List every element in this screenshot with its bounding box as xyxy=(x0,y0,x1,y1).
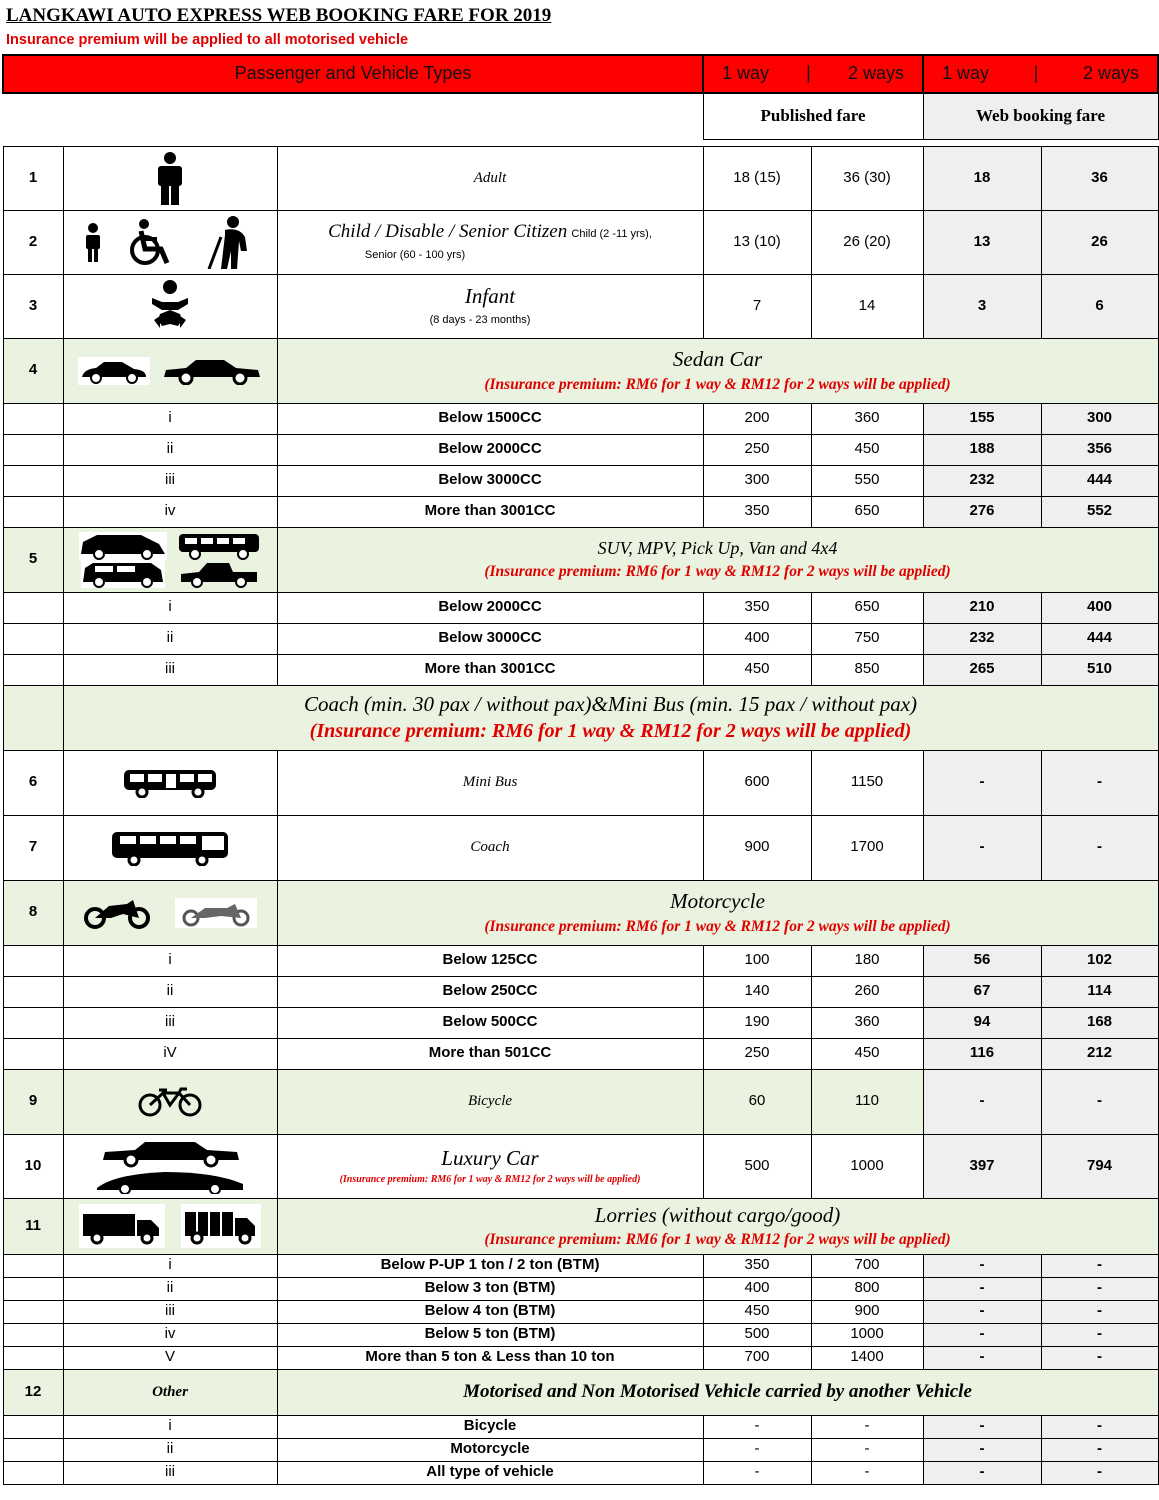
table-row xyxy=(3,976,1158,1007)
published-one-way: 400 xyxy=(703,1277,811,1300)
header-sep: | xyxy=(1033,63,1039,84)
table-row xyxy=(3,496,1158,527)
published-one-way: 900 xyxy=(703,815,811,880)
row-number xyxy=(3,623,63,654)
table-row xyxy=(3,465,1158,496)
web-two-ways: 36 xyxy=(1041,146,1158,210)
published-one-way: 350 xyxy=(703,496,811,527)
row-roman: iii xyxy=(63,465,277,496)
published-two-ways: 180 xyxy=(811,945,923,976)
row-description: Below 3 ton (BTM) xyxy=(277,1277,703,1300)
row-coach xyxy=(3,815,1158,880)
web-two-ways: 168 xyxy=(1041,1007,1158,1038)
row-number: 10 xyxy=(3,1134,63,1198)
row-roman: ii xyxy=(63,1438,277,1461)
insurance-note: (Insurance premium: RM6 for 1 way & RM12 for 2 ways will be applied) xyxy=(484,917,951,935)
row-minibus xyxy=(3,750,1158,815)
published-one-way: 500 xyxy=(703,1323,811,1346)
web-one-way: - xyxy=(923,1461,1041,1484)
row-roman: ii xyxy=(63,623,277,654)
web-one-way: 232 xyxy=(923,465,1041,496)
published-one-way: - xyxy=(703,1438,811,1461)
lorry-icon xyxy=(181,1204,261,1248)
header-one-way: 1 way xyxy=(722,63,770,84)
senior-icon xyxy=(203,215,257,269)
row-description: Below 3000CC xyxy=(277,465,703,496)
header-one-way: 1 way xyxy=(942,63,990,84)
header-two-ways: 2 ways xyxy=(847,63,905,84)
web-two-ways: 212 xyxy=(1041,1038,1158,1069)
row-number xyxy=(3,496,63,527)
published-one-way: 350 xyxy=(703,592,811,623)
header-types: Passenger and Vehicle Types xyxy=(3,55,703,93)
row-motorcycle-section xyxy=(3,880,1158,945)
web-one-way: 232 xyxy=(923,623,1041,654)
published-one-way: 450 xyxy=(703,1300,811,1323)
web-two-ways: - xyxy=(1041,1323,1158,1346)
published-two-ways: 450 xyxy=(811,434,923,465)
coach-icon xyxy=(110,830,230,866)
row-roman: iii xyxy=(63,1007,277,1038)
row-icon-cell xyxy=(63,527,277,592)
row-description: More than 501CC xyxy=(277,1038,703,1069)
published-two-ways: 14 xyxy=(811,274,923,338)
row-number: 11 xyxy=(3,1198,63,1254)
published-one-way: 13 (10) xyxy=(703,210,811,274)
row-number: 2 xyxy=(3,210,63,274)
row-description: Bicycle xyxy=(277,1415,703,1438)
section-title-cell xyxy=(277,338,1158,403)
row-description: All type of vehicle xyxy=(277,1461,703,1484)
row-icon-cell xyxy=(63,750,277,815)
row-sedan-section xyxy=(3,338,1158,403)
row-roman: ii xyxy=(63,434,277,465)
row-description: Below 125CC xyxy=(277,945,703,976)
table-row xyxy=(3,1415,1158,1438)
row-coach-group xyxy=(3,685,1158,750)
published-two-ways: 900 xyxy=(811,1300,923,1323)
web-two-ways: 26 xyxy=(1041,210,1158,274)
section-title-cell xyxy=(277,1198,1158,1254)
web-one-way: 56 xyxy=(923,945,1041,976)
web-one-way: 94 xyxy=(923,1007,1041,1038)
row-number xyxy=(3,945,63,976)
web-two-ways: - xyxy=(1041,1438,1158,1461)
row-number xyxy=(3,434,63,465)
row-description: More than 5 ton & Less than 10 ton xyxy=(277,1346,703,1369)
section-title: Lorries (without cargo/good) xyxy=(594,1202,841,1227)
web-two-ways: 444 xyxy=(1041,465,1158,496)
subheader-blank xyxy=(3,93,703,139)
row-other-section xyxy=(3,1369,1158,1415)
row-roman: ii xyxy=(63,1277,277,1300)
table-row xyxy=(3,1038,1158,1069)
fare-table xyxy=(2,54,1159,1485)
row-number: 3 xyxy=(3,274,63,338)
car-icon xyxy=(78,357,150,385)
row-label-cell xyxy=(277,1134,703,1198)
published-one-way: 700 xyxy=(703,1346,811,1369)
published-two-ways: 26 (20) xyxy=(811,210,923,274)
published-two-ways: 650 xyxy=(811,496,923,527)
suv-icon xyxy=(79,532,167,560)
published-two-ways: 260 xyxy=(811,976,923,1007)
row-number xyxy=(3,1254,63,1277)
infant-icon xyxy=(148,280,192,332)
table-row xyxy=(3,1300,1158,1323)
web-two-ways: 510 xyxy=(1041,654,1158,685)
insurance-note: (Insurance premium: RM6 for 1 way & RM12 for 2 ways will be applied) xyxy=(484,1231,951,1249)
row-note: Senior (60 - 100 yrs) xyxy=(364,248,466,261)
row-number: 4 xyxy=(3,338,63,403)
row-icon-cell xyxy=(63,880,277,945)
published-two-ways: 850 xyxy=(811,654,923,685)
web-two-ways: - xyxy=(1041,815,1158,880)
subheader-row xyxy=(3,93,1158,139)
web-two-ways: 552 xyxy=(1041,496,1158,527)
web-fare-label: Web booking fare xyxy=(923,93,1158,139)
row-icon-cell xyxy=(63,1134,277,1198)
table-row xyxy=(3,1438,1158,1461)
web-one-way: 13 xyxy=(923,210,1041,274)
published-two-ways: 800 xyxy=(811,1277,923,1300)
row-description: Below 2000CC xyxy=(277,592,703,623)
section-title-cell xyxy=(277,527,1158,592)
row-bicycle xyxy=(3,1069,1158,1134)
web-two-ways: - xyxy=(1041,1277,1158,1300)
row-roman: i xyxy=(63,1254,277,1277)
published-one-way: 200 xyxy=(703,403,811,434)
row-roman: i xyxy=(63,1415,277,1438)
web-one-way: 116 xyxy=(923,1038,1041,1069)
published-two-ways: 110 xyxy=(811,1069,923,1134)
section-title-cell xyxy=(63,685,1158,750)
published-one-way: 400 xyxy=(703,623,811,654)
published-two-ways: - xyxy=(811,1438,923,1461)
page-title: LANGKAWI AUTO EXPRESS WEB BOOKING FARE FOR 2019 xyxy=(6,5,552,26)
web-one-way: - xyxy=(923,1069,1041,1134)
row-number xyxy=(3,1300,63,1323)
web-two-ways: - xyxy=(1041,1346,1158,1369)
section-title: Sedan Car xyxy=(672,347,763,372)
section-title: Motorised and Non Motorised Vehicle carried by another Vehicle xyxy=(277,1369,1158,1415)
web-two-ways: 300 xyxy=(1041,403,1158,434)
row-number xyxy=(3,1007,63,1038)
row-roman: i xyxy=(63,403,277,434)
row-number xyxy=(3,465,63,496)
header-two-ways: 2 ways xyxy=(1082,63,1140,84)
published-one-way: - xyxy=(703,1461,811,1484)
row-number: 8 xyxy=(3,880,63,945)
section-title-cell xyxy=(277,880,1158,945)
motorcycle-items xyxy=(3,945,1158,1069)
published-two-ways: 360 xyxy=(811,403,923,434)
web-two-ways: - xyxy=(1041,1254,1158,1277)
insurance-note: (Insurance premium: RM6 for 1 way & RM12 for 2 ways will be applied) xyxy=(339,1174,641,1186)
web-one-way: 397 xyxy=(923,1134,1041,1198)
row-icon-cell xyxy=(63,1198,277,1254)
row-description: Below 2000CC xyxy=(277,434,703,465)
motorcycle-icon xyxy=(83,896,151,930)
web-one-way: - xyxy=(923,1277,1041,1300)
row-label: Coach xyxy=(277,815,703,880)
row-description: Below 4 ton (BTM) xyxy=(277,1300,703,1323)
web-two-ways: - xyxy=(1041,1415,1158,1438)
row-number xyxy=(3,1038,63,1069)
published-two-ways: 750 xyxy=(811,623,923,654)
web-one-way: - xyxy=(923,1346,1041,1369)
page-subtitle: Insurance premium will be applied to all motorised vehicle xyxy=(6,32,409,48)
web-two-ways: - xyxy=(1041,1300,1158,1323)
header-web-ways xyxy=(923,55,1158,93)
published-one-way: 18 (15) xyxy=(703,146,811,210)
section-title: Motorcycle xyxy=(670,889,765,914)
web-two-ways: - xyxy=(1041,750,1158,815)
row-label: Mini Bus xyxy=(277,750,703,815)
published-two-ways: 36 (30) xyxy=(811,146,923,210)
row-number: 1 xyxy=(3,146,63,210)
row-roman: iv xyxy=(63,1323,277,1346)
published-one-way: 140 xyxy=(703,976,811,1007)
row-description: More than 3001CC xyxy=(277,496,703,527)
row-lorry-section xyxy=(3,1198,1158,1254)
row-icon-cell xyxy=(63,146,277,210)
web-one-way: - xyxy=(923,1300,1041,1323)
luxury-car-icon xyxy=(95,1138,245,1194)
table-row xyxy=(3,592,1158,623)
wheelchair-icon xyxy=(127,219,179,265)
row-label: Infant xyxy=(464,283,516,308)
row-icon-cell xyxy=(63,815,277,880)
table-row xyxy=(3,1007,1158,1038)
sedan-items xyxy=(3,403,1158,527)
header-row xyxy=(3,55,1158,93)
web-two-ways: 356 xyxy=(1041,434,1158,465)
web-one-way: 276 xyxy=(923,496,1041,527)
row-label: Child / Disable / Senior Citizen xyxy=(328,220,568,242)
row-note: (8 days - 23 months) xyxy=(429,313,531,326)
insurance-note: (Insurance premium: RM6 for 1 way & RM12 for 2 ways will be applied) xyxy=(309,720,912,743)
published-one-way: 250 xyxy=(703,1038,811,1069)
row-description: Below 5 ton (BTM) xyxy=(277,1323,703,1346)
table-row xyxy=(3,623,1158,654)
published-two-ways: - xyxy=(811,1415,923,1438)
web-one-way: 210 xyxy=(923,592,1041,623)
row-luxury xyxy=(3,1134,1158,1198)
lorry-icon xyxy=(79,1204,165,1248)
published-two-ways: 650 xyxy=(811,592,923,623)
row-child xyxy=(3,210,1158,274)
web-two-ways: 794 xyxy=(1041,1134,1158,1198)
row-number xyxy=(3,403,63,434)
web-two-ways: - xyxy=(1041,1069,1158,1134)
row-suv-section xyxy=(3,527,1158,592)
gap-row xyxy=(3,139,1158,146)
row-roman: iii xyxy=(63,1300,277,1323)
other-items xyxy=(3,1415,1158,1484)
published-two-ways: 1400 xyxy=(811,1346,923,1369)
row-description: Below 500CC xyxy=(277,1007,703,1038)
row-number xyxy=(3,654,63,685)
web-one-way: 265 xyxy=(923,654,1041,685)
web-one-way: 18 xyxy=(923,146,1041,210)
web-one-way: - xyxy=(923,1323,1041,1346)
suv-icon xyxy=(179,560,259,588)
table-row xyxy=(3,1323,1158,1346)
row-number xyxy=(3,1461,63,1484)
row-roman: i xyxy=(63,945,277,976)
row-number: 12 xyxy=(3,1369,63,1415)
web-one-way: 3 xyxy=(923,274,1041,338)
other-logo: Other xyxy=(63,1369,277,1415)
insurance-note: (Insurance premium: RM6 for 1 way & RM12 for 2 ways will be applied) xyxy=(484,375,951,393)
header-published-ways xyxy=(703,55,923,93)
row-roman: iV xyxy=(63,1038,277,1069)
web-two-ways: 444 xyxy=(1041,623,1158,654)
motorcycle-icon xyxy=(175,898,257,928)
header-sep: | xyxy=(806,63,811,84)
suv-icon xyxy=(81,560,165,588)
table-row xyxy=(3,1254,1158,1277)
row-number: 7 xyxy=(3,815,63,880)
row-label: Luxury Car xyxy=(441,1145,539,1170)
row-label-cell xyxy=(277,210,703,274)
suv-items xyxy=(3,592,1158,685)
published-one-way: 500 xyxy=(703,1134,811,1198)
row-icon-cell xyxy=(63,338,277,403)
person-icon xyxy=(150,151,190,205)
published-one-way: 190 xyxy=(703,1007,811,1038)
row-number: 6 xyxy=(3,750,63,815)
published-one-way: 350 xyxy=(703,1254,811,1277)
web-one-way: 67 xyxy=(923,976,1041,1007)
published-one-way: 60 xyxy=(703,1069,811,1134)
minibus-icon xyxy=(122,768,218,798)
published-one-way: 250 xyxy=(703,434,811,465)
row-note: Child (2 -11 yrs), xyxy=(571,227,652,240)
table-row xyxy=(3,654,1158,685)
row-number xyxy=(3,1323,63,1346)
web-two-ways: 6 xyxy=(1041,274,1158,338)
row-description: Below 3000CC xyxy=(277,623,703,654)
row-roman: iv xyxy=(63,496,277,527)
row-number xyxy=(3,976,63,1007)
table-row xyxy=(3,1277,1158,1300)
published-two-ways: 550 xyxy=(811,465,923,496)
row-number xyxy=(3,1415,63,1438)
row-description: Below P-UP 1 ton / 2 ton (BTM) xyxy=(277,1254,703,1277)
row-label: Adult xyxy=(277,146,703,210)
row-roman: iii xyxy=(63,1461,277,1484)
row-number: 9 xyxy=(3,1069,63,1134)
row-number xyxy=(3,1438,63,1461)
table-row xyxy=(3,434,1158,465)
web-two-ways: 102 xyxy=(1041,945,1158,976)
car-icon xyxy=(162,357,262,385)
bicycle-icon xyxy=(137,1087,203,1117)
section-title: SUV, MPV, Pick Up, Van and 4x4 xyxy=(597,538,838,559)
web-one-way: 188 xyxy=(923,434,1041,465)
row-number xyxy=(3,1346,63,1369)
table-row xyxy=(3,1461,1158,1484)
table-row xyxy=(3,403,1158,434)
row-label-cell xyxy=(277,274,703,338)
suv-icon xyxy=(177,532,261,560)
published-two-ways: 1150 xyxy=(811,750,923,815)
published-one-way: 300 xyxy=(703,465,811,496)
published-two-ways: - xyxy=(811,1461,923,1484)
child-icon xyxy=(83,222,103,262)
section-title: Coach (min. 30 pax / without pax)&Mini Bus (min. 15 pax / without pax) xyxy=(303,691,918,716)
web-two-ways: 114 xyxy=(1041,976,1158,1007)
row-icon-cell xyxy=(63,210,277,274)
row-roman: i xyxy=(63,592,277,623)
row-icon-cell xyxy=(63,1069,277,1134)
web-two-ways: 400 xyxy=(1041,592,1158,623)
row-number: 5 xyxy=(3,527,63,592)
published-one-way: 100 xyxy=(703,945,811,976)
row-adult xyxy=(3,146,1158,210)
published-one-way: - xyxy=(703,1415,811,1438)
web-one-way: - xyxy=(923,1438,1041,1461)
row-number xyxy=(3,685,63,750)
web-one-way: - xyxy=(923,1254,1041,1277)
row-description: Motorcycle xyxy=(277,1438,703,1461)
row-description: More than 3001CC xyxy=(277,654,703,685)
lorry-items xyxy=(3,1254,1158,1369)
row-roman: iii xyxy=(63,654,277,685)
published-two-ways: 450 xyxy=(811,1038,923,1069)
table-row xyxy=(3,1346,1158,1369)
insurance-note: (Insurance premium: RM6 for 1 way & RM12 for 2 ways will be applied) xyxy=(484,562,951,580)
row-description: Below 1500CC xyxy=(277,403,703,434)
published-one-way: 600 xyxy=(703,750,811,815)
web-one-way: - xyxy=(923,1415,1041,1438)
row-infant xyxy=(3,274,1158,338)
web-one-way: 155 xyxy=(923,403,1041,434)
published-two-ways: 1000 xyxy=(811,1134,923,1198)
row-description: Below 250CC xyxy=(277,976,703,1007)
published-two-ways: 1000 xyxy=(811,1323,923,1346)
row-roman: V xyxy=(63,1346,277,1369)
row-label: Bicycle xyxy=(277,1069,703,1134)
row-number xyxy=(3,1277,63,1300)
web-two-ways: - xyxy=(1041,1461,1158,1484)
web-one-way: - xyxy=(923,815,1041,880)
published-fare-label: Published fare xyxy=(703,93,923,139)
web-one-way: - xyxy=(923,750,1041,815)
table-row xyxy=(3,945,1158,976)
row-roman: ii xyxy=(63,976,277,1007)
row-number xyxy=(3,592,63,623)
row-icon-cell xyxy=(63,274,277,338)
published-two-ways: 1700 xyxy=(811,815,923,880)
published-one-way: 7 xyxy=(703,274,811,338)
published-two-ways: 360 xyxy=(811,1007,923,1038)
published-one-way: 450 xyxy=(703,654,811,685)
published-two-ways: 700 xyxy=(811,1254,923,1277)
